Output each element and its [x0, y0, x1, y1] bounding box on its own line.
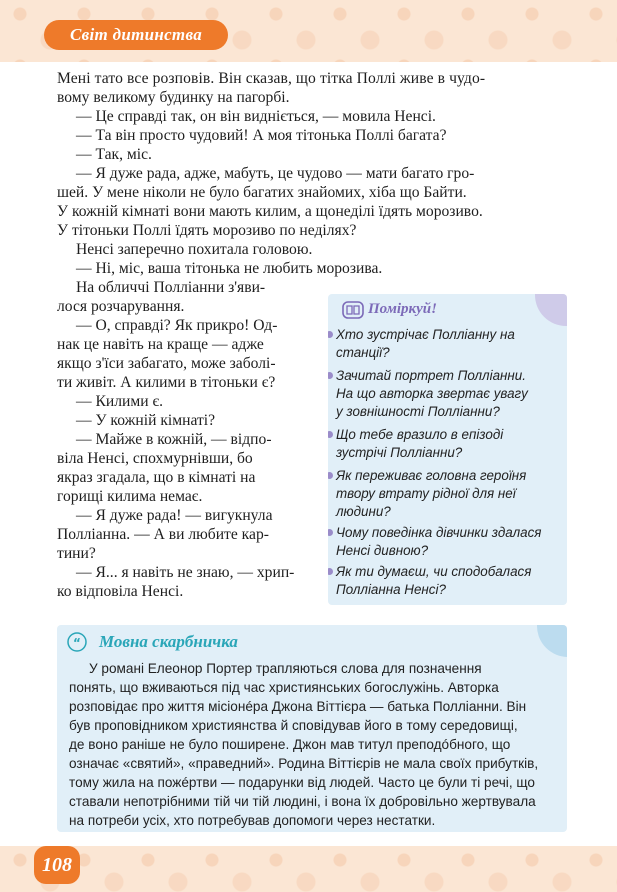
text-line: Ненсі заперечно похитала головою. — [76, 241, 313, 258]
question-line: у зовнішності Полліанни? — [336, 404, 500, 419]
text-line: Полліанна. — А ви любите кар- — [57, 526, 269, 543]
treasury-text-line: ставали непотрібними тій чи тій людині, і вона їх добровільно жертвувала — [69, 794, 536, 809]
text-line: ти живіт. А килими в тітоньки є? — [57, 374, 276, 391]
question-bullet — [328, 529, 333, 536]
question-line: На що авторка звертає увагу — [336, 386, 528, 401]
text-line: ко відповіла Ненсі. — [57, 583, 184, 600]
text-line: У тітоньки Поллі їдять морозиво по неділях? — [57, 222, 357, 239]
text-line: нак це навіть на краще — адже — [57, 336, 264, 353]
treasury-text-line: розповідає про життя місіонéра Джона Віттієра — батька Полліанни. Він — [69, 699, 527, 714]
question-line: Як ти думаєш, чи сподобалася — [336, 564, 532, 579]
question-line: твору втрату рідної для неї — [336, 486, 516, 501]
text-line: тини? — [57, 545, 96, 562]
text-line: — У кожній кімнаті? — [76, 412, 216, 429]
text-line: — Та він просто чудовий! А моя тітонька Поллі багата? — [76, 127, 447, 144]
question-line: Хто зустрічає Полліанну на — [336, 327, 515, 342]
question-bullet — [328, 431, 333, 438]
question-line: Зачитай портрет Полліанни. — [336, 368, 526, 383]
language-treasury-box — [57, 625, 567, 832]
think-box-title: Поміркуй! — [368, 301, 437, 317]
text-line: вому великому будинку на пагорбі. — [57, 89, 290, 106]
question-line: Як переживає головна героїня — [336, 468, 527, 483]
text-line: — Так, міс. — [76, 146, 152, 163]
page-number: 108 — [34, 846, 80, 884]
question-line: станції? — [336, 345, 390, 360]
question-bullet — [328, 472, 333, 479]
treasury-text-line: тому жила на пожéртви — подарунки від людей. Часто це були ті речі, що — [69, 775, 535, 790]
text-line: горищі килима немає. — [57, 488, 203, 505]
question-bullet — [328, 331, 333, 338]
question-line: зустрічі Полліанни? — [336, 445, 463, 460]
treasury-text-line: на потреби усіх, хто потребував допомоги через нестатки. — [69, 813, 436, 828]
text-line: Мені тато все розповів. Він сказав, що тітка Поллі живе в чудо- — [57, 70, 486, 87]
text-line: У кожній кімнаті вони мають килим, а щонеділі їдять морозиво. — [57, 203, 483, 220]
text-line: — О, справді? Як прикро! Од- — [76, 317, 278, 334]
text-line: — Ні, міс, ваша тітонька не любить морозива. — [76, 260, 383, 277]
svg-text:“: “ — [73, 636, 81, 650]
corner-decoration — [535, 294, 567, 326]
text-line: лося розчарування. — [57, 298, 185, 315]
question-line: Чому поведінка дівчинки здалася — [336, 525, 542, 540]
text-line: якраз згадала, що в кімнаті на — [57, 469, 256, 486]
text-line: — Я дуже рада! — вигукнула — [76, 507, 273, 524]
question-line: Що тебе вразило в епізоді — [336, 427, 504, 442]
text-line: — Це справді так, он він видніється, — мовила Ненсі. — [76, 108, 436, 125]
treasury-text-line: де воно раніше не було поширене. Джон мав титул преподóбного, що — [69, 737, 511, 752]
text-line: На обличчі Полліанни з'яви- — [76, 279, 266, 296]
question-bullet — [328, 568, 333, 575]
text-line: — Килими є. — [76, 393, 164, 410]
question-line: людини? — [336, 504, 391, 519]
text-line: — Я дуже рада, адже, мабуть, це чудово — мати багато гро- — [76, 165, 475, 182]
treasury-text-line: був проповідником християнства й сповідував його в тому середовищі, — [69, 718, 518, 733]
bottom-decor-band — [0, 846, 617, 892]
quote-icon — [65, 632, 89, 652]
text-line: якщо з'їси забагато, може заболі- — [57, 355, 276, 372]
treasury-text-line: понять, що вживаються під час християнських богослужінь. Авторка — [69, 680, 499, 695]
section-title: Світ дитинства — [44, 20, 228, 50]
question-line: Полліанна Ненсі? — [336, 582, 446, 597]
corner-decoration — [537, 625, 567, 657]
question-bullet — [328, 372, 333, 379]
text-line: віла Ненсі, спохмурнівши, бо — [57, 450, 253, 467]
question-line: Ненсі дивною? — [336, 543, 429, 558]
text-line: — Я... я навіть не знаю, — хрип- — [76, 564, 295, 581]
treasury-title: Мовна скарбничка — [99, 632, 238, 651]
treasury-text-line: означає «святий», «праведний». Родина Віттієрів не мала своїх прибутків, — [69, 756, 539, 771]
book-icon — [342, 301, 364, 319]
treasury-text-line: У романі Елеонор Портер трапляються слова для позначення — [89, 661, 482, 676]
text-line: шей. У мене ніколи не було багатих знайомих, хіба що Байти. — [57, 184, 467, 201]
text-line: — Майже в кожній, — відпо- — [76, 431, 272, 448]
think-box — [328, 294, 567, 605]
